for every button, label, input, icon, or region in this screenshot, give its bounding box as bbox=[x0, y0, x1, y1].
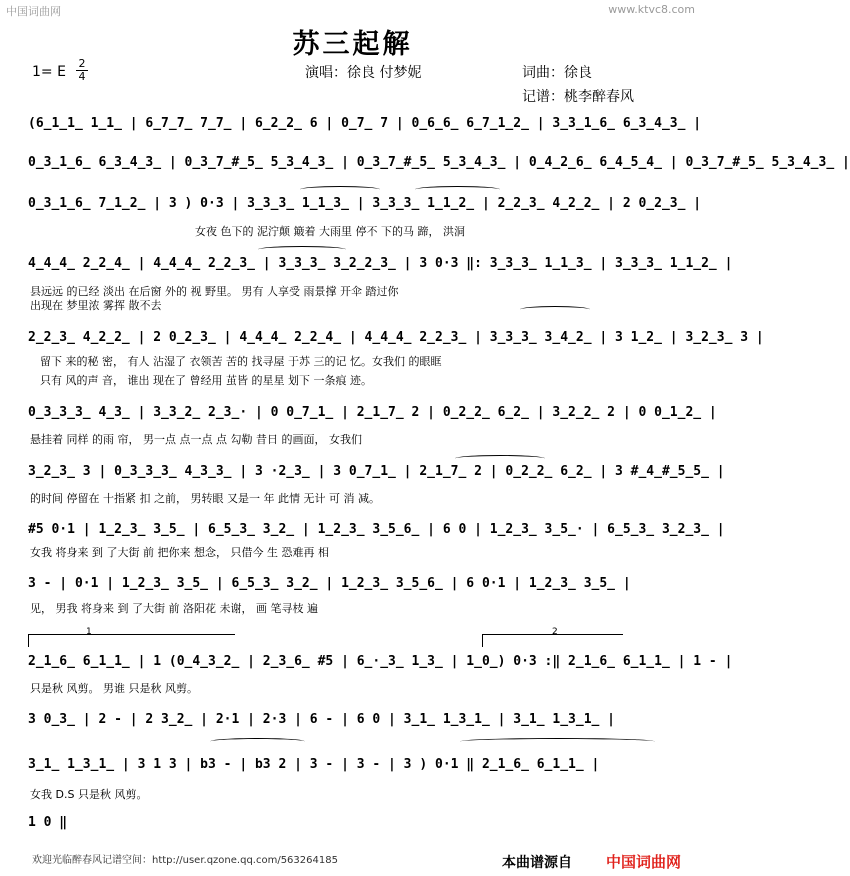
key-signature: 1= E bbox=[32, 64, 66, 80]
slur bbox=[455, 455, 545, 462]
lyric-line: 只是秋 风剪。 男谁 只是秋 风剪。 bbox=[30, 682, 198, 695]
score-row: 2̲2̲3̲ 4̲2̲2̲ | 2 0̲2̲3̲ | 4̲4̲4̲ 2̲2̲4̲ | 4̲4̲4̲ 2̲2̲3̲ | 3̲3̲3̲ 3̲4̲2̲ | 3 1̲2̲ | 3̲2̲3̲ 3 | bbox=[28, 330, 764, 345]
slur bbox=[300, 186, 380, 193]
performer-credit: 演唱：徐良 付梦妮 bbox=[305, 65, 422, 81]
score-row: 3 - | 0·1 | 1̲2̲3̲ 3̲5̲ | 6̲5̲3̲ 3̲2̲ | 1̲2̲3̲ 3̲5̲6̲ | 6 0·1 | 1̲2̲3̲ 3̲5̲ | bbox=[28, 576, 631, 591]
score-row: 3̲1̲ 1̲3̲1̲ | 3 1 3 | b3 - | b3 2 | 3 - | 3 - | 3 ) 0·1 ‖ 2̲1̲6̲ 6̲1̲1̲ | bbox=[28, 757, 600, 772]
score-row: (6̲1̲1̲ 1̲1̲ | 6̲7̲7̲ 7̲7̲ | 6̲2̲2̲ 6 | 0̲7̲ 7 | 0̲6̲6̲ 6̲7̲1̲2̲ | 3̲3̲1̲6̲ 6̲3̲4̲3̲ | bbox=[28, 116, 702, 131]
lyric-line: 见， 男我 将身来 到 了大街 前 洛阳花 未谢， 画 笔寻枝 遍 bbox=[30, 602, 318, 615]
lyric-line: 只有 风的声 音， 谁出 现在了 曾经用 茧皆 的星星 划下 一条痕 迹。 bbox=[40, 374, 372, 387]
score-row: 0̲3̲1̲6̲ 7̲1̲2̲ | 3 ) 0·3 | 3̲3̲3̲ 1̲1̲3̲ | 3̲3̲3̲ 1̲1̲2̲ | 2̲2̲3̲ 4̲2̲2̲ | 2 0̲2̲3̲ | bbox=[28, 196, 702, 211]
score-row: 1 0 ‖ bbox=[28, 815, 68, 830]
score-row: 2̲1̲6̲ 6̲1̲1̲ | 1 (0̲4̲3̲2̲ | 2̲3̲6̲ #5 | 6̲·̲3̲ 1̲3̲ | 1̲0̲) 0·3 :‖ 2̲1̲6̲ 6̲1̲1̲ | 1 - | bbox=[28, 654, 733, 669]
lyric-line: 留下 来的秘 密， 有人 沾湿了 衣领苦 苦的 找寻屋 于苏 三的记 忆。女我们 的眼眶 bbox=[40, 355, 442, 368]
transcriber-credit: 记谱：桃李醉春风 bbox=[522, 89, 634, 105]
score-row: 3 0̲3̲ | 2 - | 2 3̲2̲ | 2·1 | 2·3 | 6 - | 6 0 | 3̲1̲ 1̲3̲1̲ | 3̲1̲ 1̲3̲1̲ | bbox=[28, 712, 615, 727]
volta-bracket bbox=[28, 634, 235, 647]
time-bottom: 4 bbox=[78, 70, 86, 83]
composer-credit: 词曲：徐良 bbox=[522, 65, 592, 81]
lyric-line: 女夜 色下的 泥泞颠 簸着 大雨里 停不 下的马 蹄， 洪洞 bbox=[195, 225, 465, 238]
score-row: 0̲3̲3̲3̲ 4̲3̲ | 3̲3̲2̲ 2̲3̲· | 0 0̲7̲1̲ | 2̲1̲7̲ 2 | 0̲2̲2̲ 6̲2̲ | 3̲2̲2̲ 2 | 0 0̲1̲2̲ | bbox=[28, 405, 717, 420]
time-top: 2 bbox=[78, 57, 86, 70]
watermark-right: www.ktvc8.com bbox=[608, 3, 695, 16]
lyric-line: 悬挂着 同样 的雨 帘， 男一点 点一点 点 勾勒 昔日 的画面， 女我们 bbox=[30, 433, 362, 446]
score-row: 4̲4̲4̲ 2̲2̲4̲ | 4̲4̲4̲ 2̲2̲3̲ | 3̲3̲3̲ 3̲2̲2̲3̲ | 3 0·3 ‖: 3̲3̲3̲ 1̲1̲3̲ | 3̲3̲3̲ 1̲1̲2̲ | bbox=[28, 256, 733, 271]
site-logo: 中国词曲网 bbox=[606, 853, 682, 871]
lyric-line: 女我 将身来 到 了大街 前 把你来 想念， 只借今 生 恐难再 相 bbox=[30, 546, 329, 559]
slur bbox=[258, 246, 346, 253]
lyric-line: 出现在 梦里浓 雾挥 散不去 bbox=[30, 299, 162, 312]
slur bbox=[460, 738, 655, 745]
lyric-line: 的时间 停留在 十指紧 扣 之前， 男转眼 又是一 年 此情 无计 可 消 减。 bbox=[30, 492, 380, 505]
time-signature bbox=[76, 58, 88, 83]
page-title: 苏三起解 bbox=[292, 29, 413, 60]
lyric-line: 女我 D.S 只是秋 风剪。 bbox=[30, 788, 148, 801]
score-row: #5 0·1 | 1̲2̲3̲ 3̲5̲ | 6̲5̲3̲ 3̲2̲ | 1̲2̲3̲ 3̲5̲6̲ | 6 0 | 1̲2̲3̲ 3̲5̲· | 6̲5̲3̲ 3̲2̲3̲ | bbox=[28, 522, 725, 537]
volta-number: 1 bbox=[86, 627, 92, 637]
lyric-line: 县远远 的已经 淡出 在后窗 外的 视 野里。 男有 人享受 雨景撑 开伞 踏过你 bbox=[30, 285, 399, 298]
footer-text: 欢迎光临醉春风记谱空间：http://user.qzone.qq.com/563264185 bbox=[32, 855, 338, 866]
score-row: 0̲3̲1̲6̲ 6̲3̲4̲3̲ | 0̲3̲7̲#̲5̲ 5̲3̲4̲3̲ | 0̲3̲7̲#̲5̲ 5̲3̲4̲3̲ | 0̲4̲2̲6̲ 6̲4̲5̲4̲ | 0̲3̲7̲#̲5̲ 5̲3̲4̲3̲ | bbox=[28, 155, 850, 170]
score-row: 3̲2̲3̲ 3 | 0̲3̲3̲3̲ 4̲3̲3̲ | 3 ·2̲3̲ | 3 0̲7̲1̲ | 2̲1̲7̲ 2 | 0̲2̲2̲ 6̲2̲ | 3 #̲4̲#̲5̲5̲ | bbox=[28, 464, 725, 479]
volta-number: 2 bbox=[552, 627, 558, 637]
slur bbox=[415, 186, 500, 193]
slur bbox=[520, 306, 590, 313]
source-label: 本曲谱源自 bbox=[502, 855, 572, 871]
slur bbox=[210, 738, 305, 745]
watermark-left: 中国词曲网 bbox=[6, 5, 61, 18]
